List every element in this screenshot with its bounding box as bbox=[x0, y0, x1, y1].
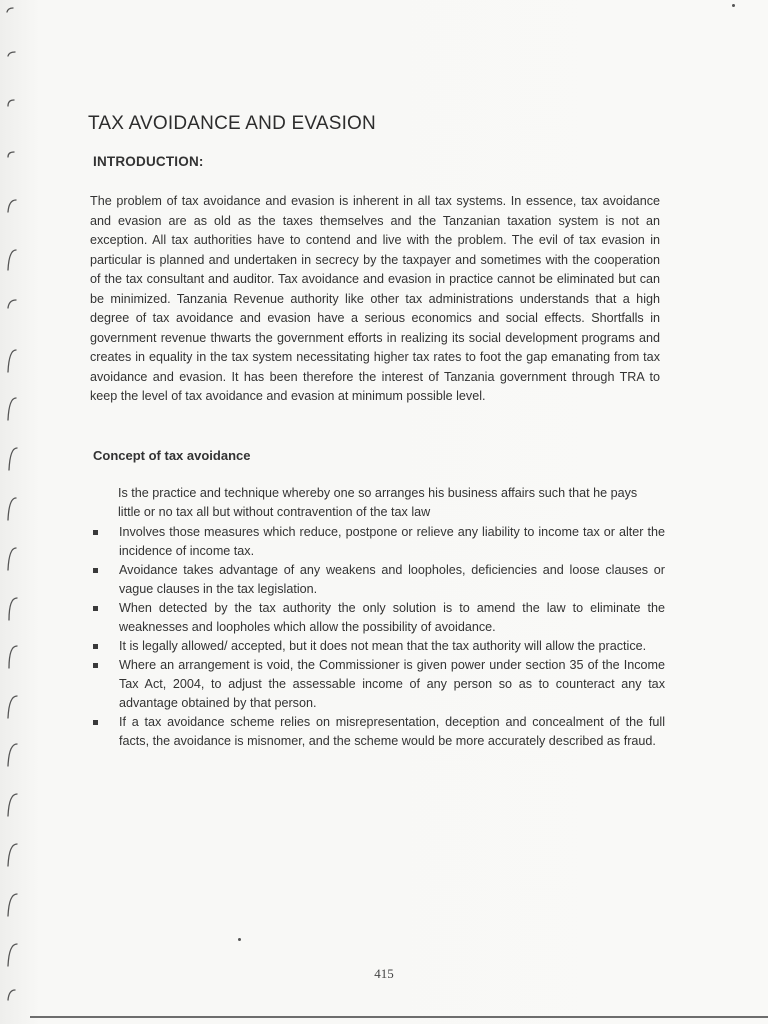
list-item bbox=[93, 561, 665, 599]
bullet-square-icon bbox=[93, 568, 98, 573]
concept-definition: Is the practice and technique whereby one so arranges his business affairs such that he pays little or no tax all but without contravention of the tax law bbox=[118, 486, 638, 519]
list-item-text: Avoidance takes advantage of any weakens and loopholes, deficiencies and loose clauses or vague clauses in the tax legislation. bbox=[119, 563, 665, 596]
page-number: 415 bbox=[374, 966, 394, 981]
list-item bbox=[93, 713, 665, 751]
binding-holes-marks bbox=[0, 0, 24, 1024]
list-item bbox=[93, 656, 665, 713]
introduction-heading: INTRODUCTION: bbox=[93, 154, 204, 169]
bullet-square-icon bbox=[93, 530, 98, 535]
scan-edge-line bbox=[30, 1016, 768, 1018]
introduction-paragraph: The problem of tax avoidance and evasion is inherent in all tax systems. In essence, tax avoidance and evasion are as old as the taxes themselves and the Tanzanian taxation system is not an exception. All tax authorities have to contend and live with the problem. The evil of tax evasion in particular is planned and undertaken in secrecy by the taxpayer and sometimes with the cooperation of the tax consultant and auditor. Tax avoidance and evasion in practice cannot be eliminated but can be minimized. Tanzania Revenue authority like other tax administrations understands that a high degree of tax avoidance and evasion have a serious economics and social effects. Shortfalls in government revenue thwarts the government efforts in realizing its social development programs and creates in equality in the tax system necessitating higher tax rates to foot the gap emanating from tax avoidance and evasion. It has been therefore the interest of Tanzania government through TRA to keep the level of tax avoidance and evasion at minimum possible level. bbox=[90, 194, 660, 403]
list-item bbox=[93, 523, 665, 561]
list-item bbox=[93, 599, 665, 637]
bullet-square-icon bbox=[93, 720, 98, 725]
list-item-text: Where an arrangement is void, the Commissioner is given power under section 35 of the Income Tax Act, 2004, to adjust the assessable income of any person so as to counteract any tax advantage obtained by that person. bbox=[119, 658, 665, 710]
list-item-text: If a tax avoidance scheme relies on misrepresentation, deception and concealment of the full facts, the avoidance is misnomer, and the scheme would be more accurately described as fraud. bbox=[119, 715, 665, 748]
concept-heading: Concept of tax avoidance bbox=[93, 448, 251, 463]
list-item bbox=[93, 637, 665, 656]
bullet-square-icon bbox=[93, 644, 98, 649]
bullet-square-icon bbox=[93, 663, 98, 668]
concept-bullet-list bbox=[93, 523, 665, 751]
list-item-text: When detected by the tax authority the only solution is to amend the law to eliminate the weaknesses and loopholes which allow the possibility of avoidance. bbox=[119, 601, 665, 634]
bullet-square-icon bbox=[93, 606, 98, 611]
scan-speck bbox=[732, 4, 735, 7]
list-item-text: It is legally allowed/ accepted, but it does not mean that the tax authority will allow the practice. bbox=[119, 639, 647, 653]
scan-speck bbox=[238, 938, 241, 941]
list-item-text: Involves those measures which reduce, postpone or relieve any liability to income tax or alter the incidence of income tax. bbox=[119, 525, 665, 558]
document-title: TAX AVOIDANCE AND EVASION bbox=[88, 113, 376, 134]
